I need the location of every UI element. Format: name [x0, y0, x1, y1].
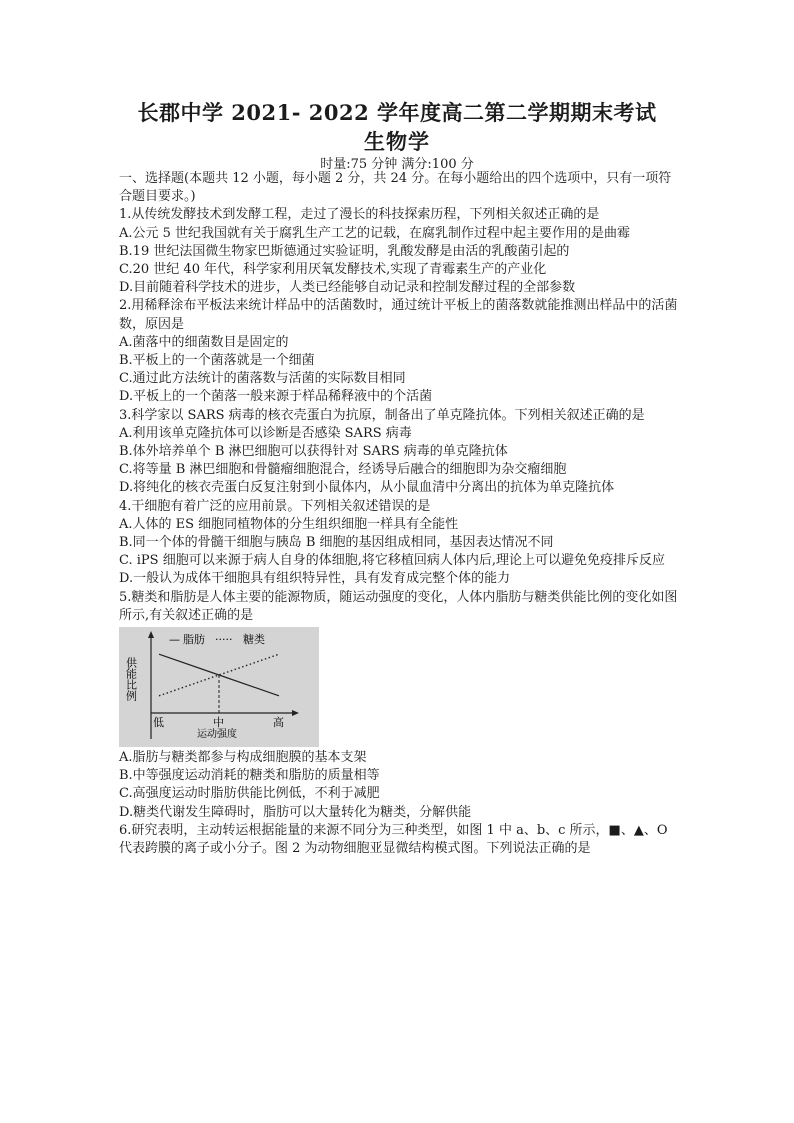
energy-ratio-chart	[119, 627, 319, 747]
question-option: A.人体的 ES 细胞同植物体的分生组织细胞一样具有全能性	[119, 516, 459, 532]
legend-line-fat: —	[169, 633, 180, 647]
x-tick-label: 低	[153, 716, 164, 730]
question-option: A.菌落中的细菌数目是固定的	[119, 334, 289, 350]
legend-label-sugar: 糖类	[243, 633, 265, 647]
question-option: B.同一个体的骨髓干细胞与胰岛 B 细胞的基因组成相同，基因表达情况不同	[119, 535, 554, 551]
question-option: B.平板上的一个菌落就是一个细菌	[119, 353, 315, 369]
subject-title: 生物学	[364, 129, 430, 154]
x-tick-label: 中	[213, 716, 224, 730]
question-option: C.20 世纪 40 年代，科学家利用厌氧发酵技术,实现了青霉素生产的产业化	[119, 262, 547, 278]
exam-body	[119, 170, 679, 858]
question-option: C.将等量 B 淋巴细胞和骨髓瘤细胞混合，经诱导后融合的细胞即为杂交瘤细胞	[119, 462, 567, 478]
question-option: C.高强度运动时脂肪供能比例低，不利于减肥	[119, 786, 380, 802]
x-axis-label: 运动强度	[197, 729, 237, 741]
question-option: D.一般认为成体干细胞具有组织特异性，具有发育成完整个体的能力	[119, 571, 511, 587]
question-stem: 4.干细胞有着广泛的应用前景。下列相关叙述错误的是	[119, 498, 431, 514]
question-option: B.19 世纪法国微生物家巴斯德通过实验证明，乳酸发酵是由活的乳酸菌引起的	[119, 243, 570, 259]
legend-label-fat: 脂肪	[183, 633, 205, 647]
question-stem: 6.研究表明，主动转运根据能量的来源不同分为三种类型，如图 1 中 a、b、c 所示，■、▲、O 代表跨膜的离子或小分子。图 2 为动物细胞亚显微结构模式图。下列说法正确的是	[119, 822, 668, 857]
question-option: C. iPS 细胞可以来源于病人自身的体细胞,将它移植回病人体内后,理论上可以避免免疫排斥反应	[119, 553, 665, 569]
question-stem: 3.科学家以 SARS 病毒的核衣壳蛋白为抗原，制备出了单克隆抗体。下列相关叙述正确的是	[119, 407, 645, 423]
exam-title: 长郡中学 2021- 2022 学年度高二第二学期期末考试	[137, 100, 657, 125]
question-option: B.体外培养单个 B 淋巴细胞可以获得针对 SARS 病毒的单克隆抗体	[119, 444, 508, 460]
question-stem: 5.糖类和脂肪是人体主要的能源物质，随运动强度的变化，人体内脂肪与糖类供能比例的变化如图所示,有关叙述正确的是	[119, 589, 678, 623]
question-option: B.中等强度运动消耗的糖类和脂肪的质量相等	[119, 768, 380, 784]
section-heading: 一、选择题(本题共 12 小题，每小题 2 分，共 24 分。在每小题给出的四个选项中，只有一项符合题目要求。)	[119, 171, 672, 205]
question-option: D.目前随着科学技术的进步，人类已经能够自动记录和控制发酵过程的全部参数	[119, 280, 576, 296]
question-option: A.利用该单克隆抗体可以诊断是否感染 SARS 病毒	[119, 425, 412, 441]
y-axis-arrow	[148, 631, 154, 638]
question-option: C.通过此方法统计的菌落数与活菌的实际数目相同	[119, 371, 406, 387]
question-option: D.平板上的一个菌落一般来源于样品稀释液中的个活菌	[119, 389, 433, 405]
question-option: A.公元 5 世纪我国就有关于腐乳生产工艺的记载，在腐乳制作过程中起主要作用的是曲霉	[119, 225, 631, 241]
question-stem: 2.用稀释涂布平板法来统计样品中的活菌数时，通过统计平板上的菌落数就能推测出样品中的活菌数，原因是	[119, 298, 678, 332]
legend-line-sugar: ·····	[215, 633, 233, 647]
question-option: D.糖类代谢发生障碍时，脂肪可以大量转化为糖类，分解供能	[119, 804, 472, 820]
exam-meta: 时量:75 分钟 满分:100 分	[320, 157, 474, 172]
question-option: D.将纯化的核衣壳蛋白反复注射到小鼠体内，从小鼠血清中分离出的抗体为单克隆抗体	[119, 480, 615, 496]
x-tick-label: 高	[273, 716, 284, 730]
x-axis-arrow	[292, 710, 299, 716]
y-axis-label: 供能比例	[124, 657, 138, 702]
question-option: A.脂肪与糖类都参与构成细胞膜的基本支架	[119, 750, 367, 766]
question-stem: 1.从传统发酵技术到发酵工程，走过了漫长的科技探索历程，下列相关叙述正确的是	[119, 207, 600, 223]
